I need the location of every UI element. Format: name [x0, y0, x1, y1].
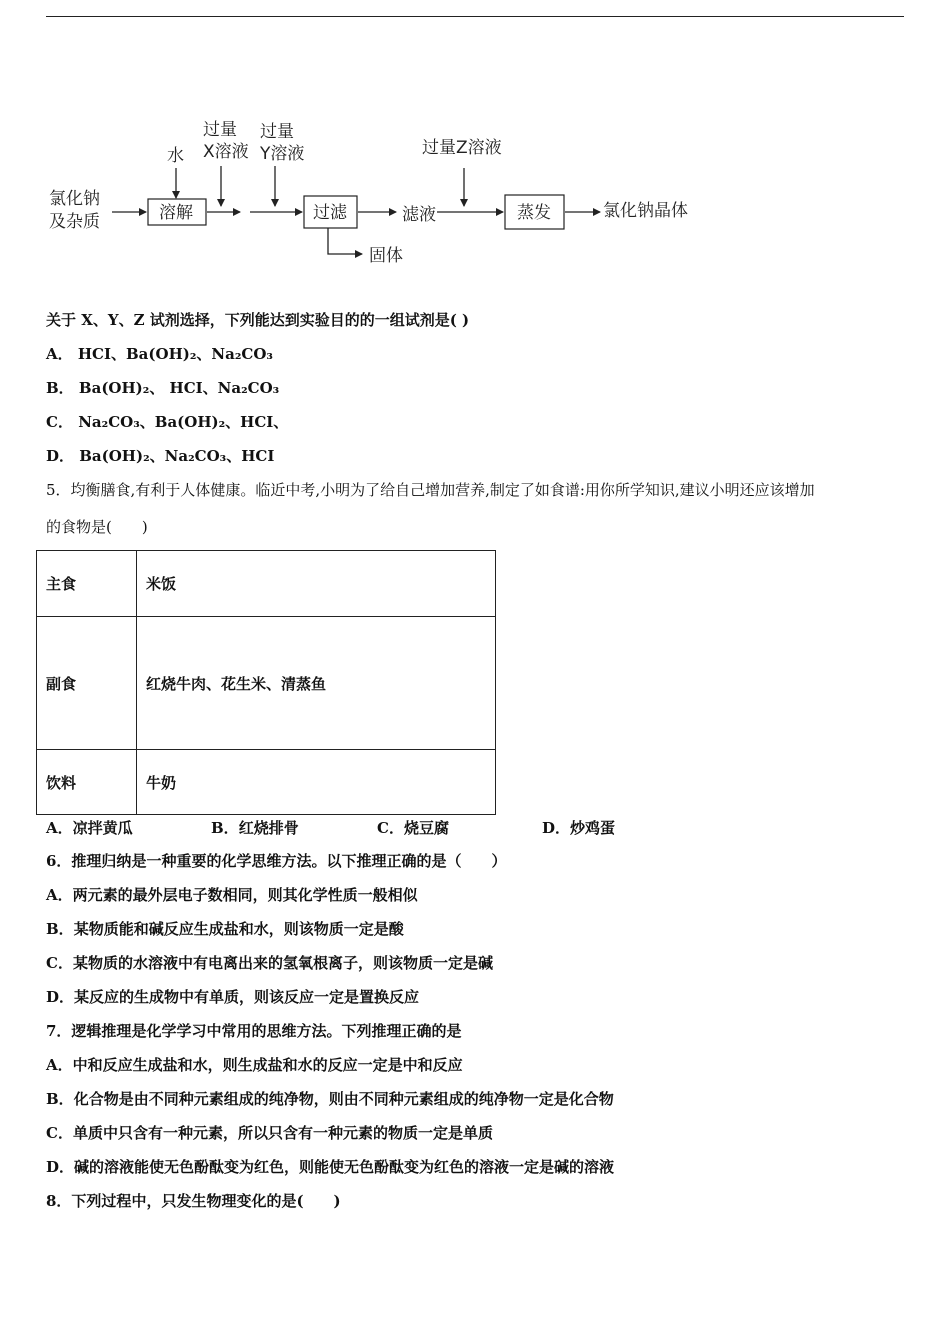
option-label: B． [46, 1090, 74, 1108]
table-key: 饮料 [37, 750, 137, 815]
table-row [37, 617, 496, 750]
option-text: 凉拌黄瓜 [72, 819, 133, 837]
x-reagent-label-2: X溶液 [203, 142, 249, 162]
q7-option-a [46, 1055, 463, 1075]
q7-option-c [46, 1123, 493, 1143]
option-label: B． [211, 819, 239, 837]
option-label: D． [46, 447, 75, 465]
table-row [37, 551, 496, 617]
q5-stem-line-2: 的食物是( ) [46, 518, 148, 536]
q6-option-a [46, 885, 418, 905]
q8-stem: 8．下列过程中，只发生物理变化的是( ) [46, 1192, 341, 1210]
option-text: 炒鸡蛋 [570, 819, 616, 837]
q7-option-b [46, 1089, 614, 1109]
table-value: 米饭 [137, 551, 496, 617]
option-text: Na₂CO₃、Ba(OH)₂、HCI、 [78, 413, 289, 431]
q7-stem: 7．逻辑推理是化学学习中常用的思维方法。下列推理正确的是 [46, 1022, 462, 1040]
q4-option-d [46, 446, 274, 466]
option-text: Ba(OH)₂、 HCI、Na₂CO₃ [78, 379, 280, 397]
input-label-1: 氯化钠 [49, 189, 100, 209]
option-text: 红烧排骨 [238, 819, 299, 837]
q6-option-d [46, 987, 419, 1007]
option-text: 某物质能和碱反应生成盐和水，则该物质一定是酸 [73, 920, 404, 938]
option-text: 中和反应生成盐和水，则生成盐和水的反应一定是中和反应 [72, 1056, 463, 1074]
q4-option-b [46, 378, 279, 398]
header-rule [46, 16, 904, 17]
flow-diagram [40, 108, 720, 278]
menu-table [36, 550, 496, 815]
option-text: 碱的溶液能使无色酚酞变为红色，则能使无色酚酞变为红色的溶液一定是碱的溶液 [74, 1158, 615, 1176]
table-key: 副食 [37, 617, 137, 750]
option-label: C． [46, 954, 73, 972]
option-text: 某反应的生成物中有单质，则该反应一定是置换反应 [74, 988, 420, 1006]
dissolve-box-label: 溶解 [159, 203, 193, 223]
filtrate-label: 滤液 [402, 205, 436, 225]
q4-stem: 关于 X、Y、Z 试剂选择，下列能达到实验目的的一组试剂是( ) [46, 311, 470, 329]
q5-option-c [377, 817, 449, 838]
table-row [37, 750, 496, 815]
option-text: 化合物是由不同种元素组成的纯净物，则由不同种元素组成的纯净物一定是化合物 [73, 1090, 614, 1108]
option-label: A． [46, 819, 73, 837]
q7-option-d [46, 1157, 614, 1177]
option-text: 烧豆腐 [403, 819, 449, 837]
q6-option-b [46, 919, 404, 939]
evaporate-box-label: 蒸发 [517, 203, 551, 223]
z-reagent-label: 过量Z溶液 [422, 138, 502, 158]
option-label: B． [46, 379, 74, 397]
option-text: 单质中只含有一种元素，所以只含有一种元素的物质一定是单质 [72, 1124, 493, 1142]
solid-label: 固体 [369, 246, 403, 266]
q4-option-a [46, 344, 273, 364]
option-label: D． [542, 819, 571, 837]
input-label-2: 及杂质 [49, 212, 100, 232]
option-label: A． [46, 886, 73, 904]
q5-option-b [211, 817, 299, 838]
y-reagent-label-2: Y溶液 [260, 144, 305, 164]
table-value: 红烧牛肉、花生米、清蒸鱼 [137, 617, 496, 750]
filter-box-label: 过滤 [313, 203, 347, 223]
x-reagent-label-1: 过量 [203, 120, 237, 140]
option-text: HCI、Ba(OH)₂、Na₂CO₃ [77, 345, 273, 363]
q5-stem-line-1: 5．均衡膳食,有利于人体健康。临近中考,小明为了给自己增加营养,制定了如食谱:用你所学知识,建议小明还应该增加 [46, 481, 815, 499]
table-value: 牛奶 [137, 750, 496, 815]
option-label: C． [46, 1124, 73, 1142]
option-label: D． [46, 1158, 75, 1176]
option-text: 两元素的最外层电子数相同，则其化学性质一般相似 [72, 886, 418, 904]
q4-option-c [46, 412, 288, 432]
option-label: C． [46, 413, 73, 431]
option-label: A． [46, 345, 73, 363]
option-text: Ba(OH)₂、Na₂CO₃、HCI [79, 447, 275, 465]
option-text: 某物质的水溶液中有电离出来的氢氧根离子，则该物质一定是碱 [72, 954, 493, 972]
option-label: C． [377, 819, 404, 837]
table-key: 主食 [37, 551, 137, 617]
y-reagent-label-1: 过量 [260, 122, 294, 142]
water-label: 水 [167, 146, 184, 166]
q6-stem: 6．推理归纳是一种重要的化学思维方法。以下推理正确的是（ ） [46, 852, 507, 870]
product-label: 氯化钠晶体 [603, 201, 688, 221]
q5-option-a [46, 817, 133, 838]
option-label: D． [46, 988, 75, 1006]
q6-option-c [46, 953, 493, 973]
option-label: B． [46, 920, 74, 938]
option-label: A． [46, 1056, 73, 1074]
q5-option-d [542, 817, 615, 838]
